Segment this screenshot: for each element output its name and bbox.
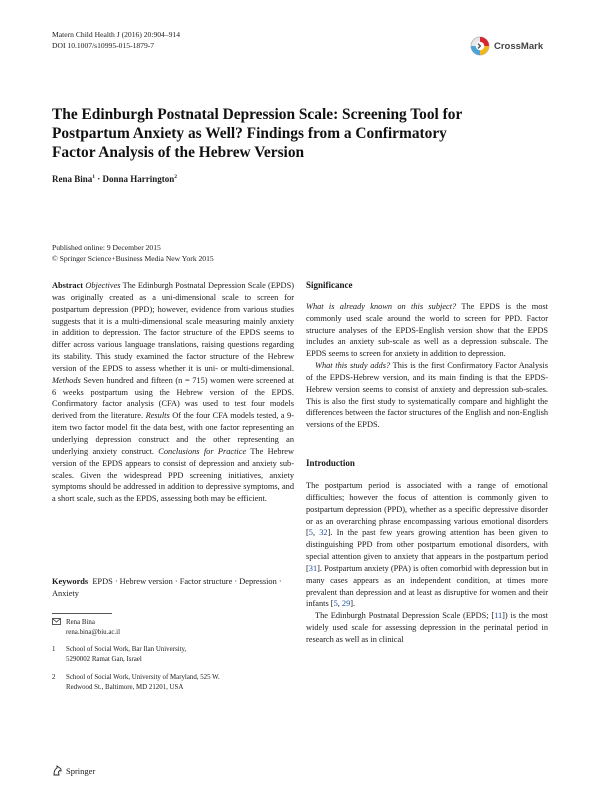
intro-text: The Edinburgh Postnatal Depression Scale (EPDS; [: [315, 611, 495, 621]
affiliation-mark: 2: [174, 174, 178, 180]
keywords: [52, 576, 294, 600]
copyright-line: © Springer Science+Business Media New York 2015: [52, 254, 214, 263]
significance-adds: [306, 360, 548, 431]
keywords-list: EPDS · Hebrew version · Factor structure · Depression · Anxiety: [52, 577, 282, 598]
intro-text: ]) is the most widely used scale for assessing depression in the perinatal period in research as well as in clinical: [306, 611, 548, 644]
citation-separator: ,: [337, 599, 342, 609]
introduction-paragraph: [306, 610, 548, 646]
citation-link[interactable]: 5: [308, 528, 313, 538]
citation-link[interactable]: 32: [319, 528, 328, 538]
results-text: Of the four CFA models tested, a 9-item two factor model fit the data best, with one factor representing an underlying depression construct and the other representing an underlying anxiety construct.: [52, 411, 294, 456]
conclusions-label: Conclusions for Practice: [158, 446, 247, 456]
corresponding-email[interactable]: rena.bina@biu.ac.il: [66, 628, 120, 636]
objectives-text: The Edinburgh Postnatal Depression Scale (EPDS) was originally created as a uni-dimensional scale to screen for postpartum depression (PPD); however, evidence from various studies suggests that it is a multi-dimensional scale measuring mainly anxiety in addition to depression. The factor structure of the EPDS seems to differ across various language translations, raising questions regarding its stability. This study examined the factor structure of the Hebrew version of the EPDS to assess whether it is uni- or multi-dimensional.: [52, 281, 294, 373]
publisher-name: Springer: [66, 765, 96, 776]
abstract-label: Abstract: [52, 281, 84, 290]
author-name[interactable]: Donna Harrington: [102, 174, 175, 184]
citation-link[interactable]: 11: [494, 611, 503, 621]
intro-text: The postpartum period is associated with a range of emotional difficulties; however the focus of attention is commonly given to postpartum depression (PPD), whether as a specific depressive disorder or as an overarching phrase encompassing various emotional disorders [: [306, 480, 548, 538]
corresponding-name: Rena Bina: [66, 619, 95, 626]
right-column: [306, 280, 548, 646]
crossmark-label: CrossMark: [494, 40, 544, 52]
affiliation-line: Redwood St., Baltimore, MD 21201, USA: [66, 683, 184, 691]
footnotes: [52, 618, 294, 693]
introduction-paragraph: [306, 480, 548, 610]
methods-text: Seven hundred and fifteen (n = 715) women were screened at 6 weeks postpartum using the Hebrew version of the EPDS. Confirmatory factor analysis (CFA) was used to test four models derived from the literature.: [52, 375, 294, 421]
intro-text: ].: [350, 599, 356, 609]
citation-link[interactable]: 29: [341, 599, 351, 609]
author-separator: ·: [95, 174, 103, 184]
paper-title: The Edinburgh Postnatal Depression Scale: Screening Tool for Postpartum Anxiety as Well? Findings from a Confirmatory Factor Analysis of the Hebrew Version: [52, 106, 463, 161]
methods-label: Methods: [52, 375, 81, 385]
running-header: [52, 29, 180, 51]
author-line: [52, 174, 177, 184]
citation-link[interactable]: 31: [308, 563, 318, 573]
significance-adds-text: This is the first Confirmatory Factor Analysis of the EPDS-Hebrew version, and its main finding is that the EPDS-Hebrew version seems to consist of anxiety and depression sub-scales. This is also the first study to systematically compare and highlight the differences between the factor structures of the English and non-English versions of the EPDS.: [306, 361, 548, 430]
significance-heading: Significance: [306, 280, 353, 290]
affiliation-line: School of Social Work, University of Maryland, 525 W.: [66, 674, 220, 682]
significance-known: [306, 301, 548, 360]
journal-citation: Matern Child Health J (2016) 20:904–914: [52, 30, 181, 39]
affiliation-line: School of Social Work, Bar Ilan University,: [66, 646, 187, 654]
affiliation-mark: 1: [52, 646, 56, 654]
abstract: [52, 280, 294, 505]
doi[interactable]: DOI 10.1007/s10995-015-1879-7: [52, 41, 155, 50]
footnote-divider: [52, 613, 112, 614]
published-date: Published online: 9 December 2015: [52, 243, 161, 252]
conclusions-text: The Hebrew version of the EPDS appears to consist of depression and anxiety sub-scales. Given the widespread PPD screening initiatives, anxiety symptoms should be addressed in addition to depressive symptoms, and a short scale, such as the EPDS, assessing both may be efficient.: [52, 446, 295, 504]
significance-known-lead: What is already known on this subject?: [306, 301, 457, 311]
citation-link[interactable]: 5: [333, 599, 338, 609]
affiliation-line: 5290002 Ramat Gan, Israel: [66, 655, 142, 663]
affiliation-mark: 2: [52, 674, 56, 682]
significance-adds-lead: What this study adds?: [315, 361, 391, 371]
corresponding-author: [52, 618, 294, 637]
results-label: Results: [145, 411, 170, 421]
author-name[interactable]: Rena Bina: [52, 174, 93, 184]
envelope-icon: [52, 618, 66, 637]
intro-text: ]. Postpartum anxiety (PPA) is often comorbid with depression but in many cases appears as an independent condition, at times more prevalent than depression and at least as disruptive for women and their infants [: [306, 563, 548, 609]
affiliation-mark: 1: [92, 174, 96, 180]
crossmark-badge[interactable]: [470, 36, 543, 56]
springer-horse-icon: [52, 765, 63, 776]
affiliation-2: [52, 673, 294, 692]
affiliation-1: [52, 645, 294, 664]
intro-text: ]. In the past few years growing attention has been given to distinguishing PPD from other postpartum emotional disorders, with special attention given to anxiety that appears in the postpartum period [: [306, 528, 548, 573]
publisher-logo: [52, 765, 95, 776]
citation-separator: ,: [312, 528, 320, 538]
crossmark-icon: [470, 36, 490, 56]
keywords-label: Keywords: [52, 577, 89, 586]
publication-info: [52, 242, 214, 264]
objectives-label: Objectives: [85, 281, 121, 290]
introduction-heading: Introduction: [306, 458, 355, 469]
significance-known-text: The EPDS is the most commonly used scale around the world to screen for PPD. Factor structure analyses of the EPDS-English version show that the EPDS includes an anxiety sub-scale as well as a depression subscale. The EPDS seems to screen for anxiety in addition to depression.: [306, 301, 548, 359]
